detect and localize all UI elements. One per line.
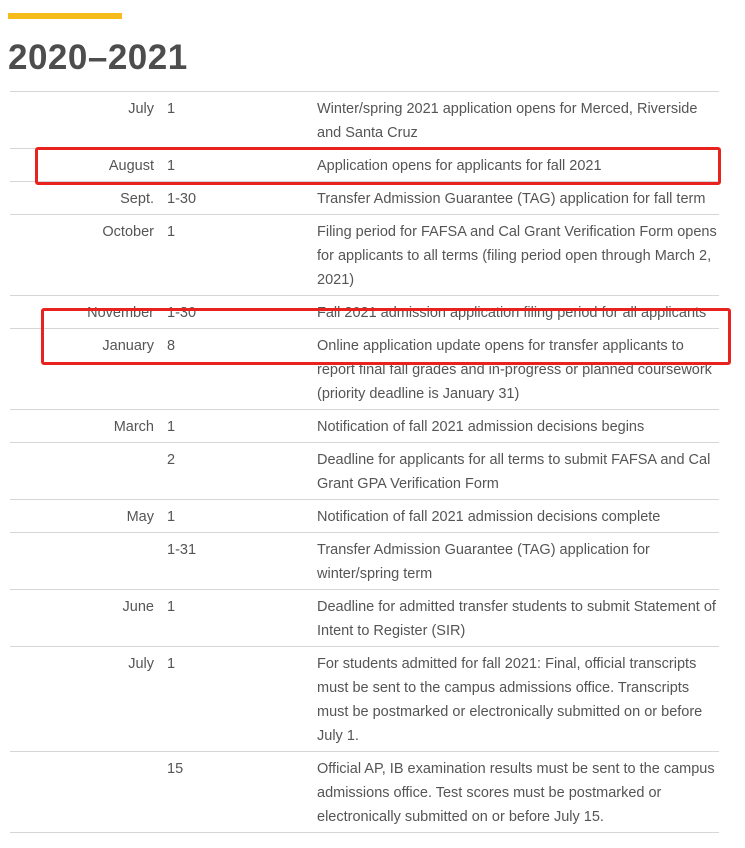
row-month: June — [122, 599, 154, 615]
row-description: Online application update opens for transfer applicants to report final fall grades and in-progress or planned coursework (priority deadline is January 31) — [317, 338, 712, 402]
table-row — [10, 215, 719, 296]
row-day: 1-30 — [167, 305, 197, 321]
schedule-table — [10, 91, 719, 833]
highlight-box-august — [35, 147, 721, 185]
table-row — [10, 500, 719, 533]
accent-bar — [8, 13, 122, 19]
row-month — [10, 538, 154, 586]
row-month: May — [126, 509, 154, 525]
row-day: 1 — [167, 509, 176, 525]
row-day: 1 — [167, 419, 176, 435]
table-row — [10, 92, 719, 149]
table-row — [10, 182, 719, 215]
row-description: Transfer Admission Guarantee (TAG) application for winter/spring term — [317, 542, 650, 582]
row-description: Fall 2021 admission application filing period for all applicants — [317, 305, 707, 321]
row-day: 2 — [167, 452, 176, 468]
table-row — [10, 410, 719, 443]
table-row — [10, 590, 719, 647]
row-month: July — [128, 656, 154, 672]
row-description: Winter/spring 2021 application opens for Merced, Riverside and Santa Cruz — [317, 101, 698, 141]
row-description: For students admitted for fall 2021: Final, official transcripts must be sent to the campus admissions office. Transcripts must be postmarked or electronically submitted on or before July 1. — [317, 656, 703, 744]
row-day: 1 — [167, 224, 176, 240]
row-description: Official AP, IB examination results must be sent to the campus admissions office. Test scores must be postmarked or electronically submitted on or before July 15. — [317, 761, 715, 825]
table-row — [10, 533, 719, 590]
row-day: 1 — [167, 656, 176, 672]
row-month: November — [87, 305, 154, 321]
row-description: Application opens for applicants for fall 2021 — [317, 158, 602, 174]
row-description: Transfer Admission Guarantee (TAG) application for fall term — [317, 191, 706, 207]
table-row — [10, 752, 719, 833]
table-row — [10, 443, 719, 500]
row-day: 1 — [167, 158, 176, 174]
row-day: 15 — [167, 761, 184, 777]
row-description: Deadline for admitted transfer students to submit Statement of Intent to Register (SIR) — [317, 599, 716, 639]
row-day: 1-30 — [167, 191, 197, 207]
row-month: March — [113, 419, 154, 435]
row-month: July — [128, 101, 154, 117]
highlight-box-november — [41, 308, 731, 365]
row-month: Sept. — [120, 191, 154, 207]
row-description: Notification of fall 2021 admission decisions complete — [317, 509, 661, 525]
row-day: 1-31 — [167, 542, 197, 558]
row-day: 1 — [167, 599, 176, 615]
row-month: January — [102, 338, 154, 354]
row-month: August — [108, 158, 154, 174]
table-row — [10, 647, 719, 752]
row-month — [10, 757, 154, 829]
row-description: Filing period for FAFSA and Cal Grant Verification Form opens for applicants to all terms (filing period open through March 2, 2021) — [317, 224, 717, 288]
row-description: Deadline for applicants for all terms to submit FAFSA and Cal Grant GPA Verification Form — [317, 452, 711, 492]
row-day: 8 — [167, 338, 176, 354]
row-month — [10, 448, 154, 496]
row-month: October — [102, 224, 154, 240]
row-day: 1 — [167, 101, 176, 117]
page-title: 2020–2021 — [8, 38, 188, 77]
row-description: Notification of fall 2021 admission decisions begins — [317, 419, 645, 435]
